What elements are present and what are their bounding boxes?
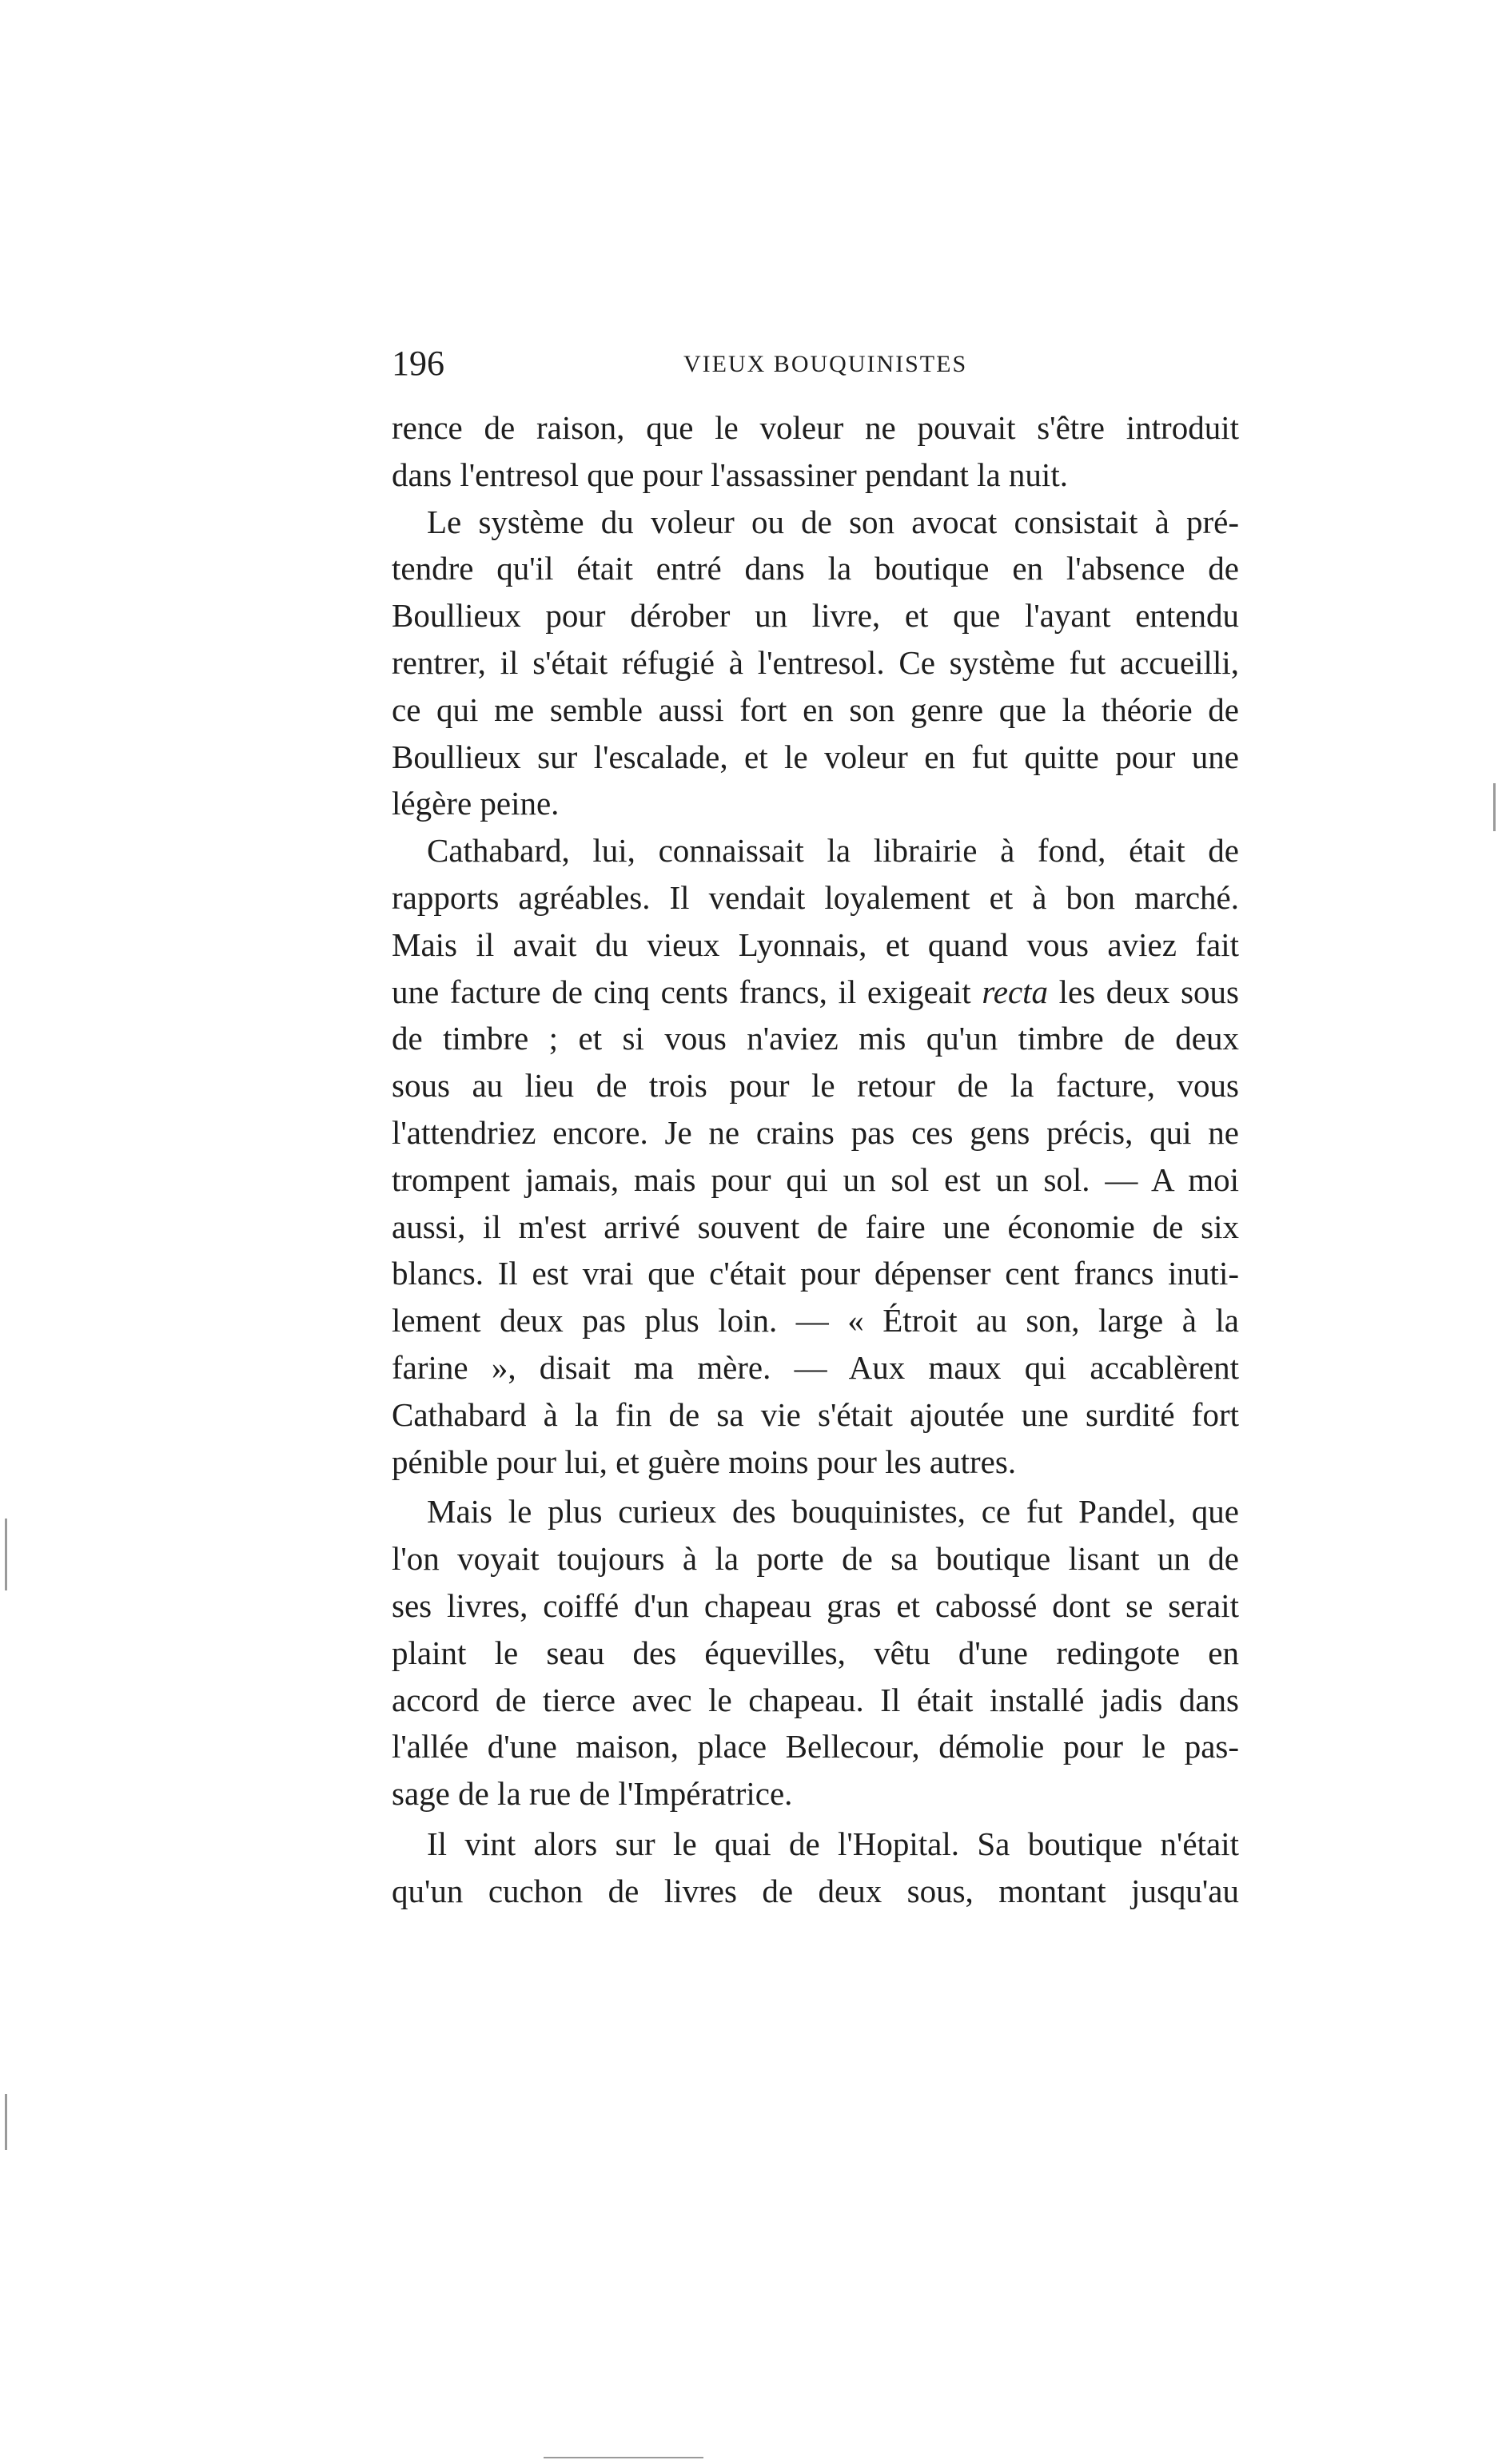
- text-line: l'allée d'une maison, place Bellecour, démolie pour le pas-: [392, 1728, 1239, 1765]
- text-line: Mais le plus curieux des bouquinistes, ce fut Pandel, que: [427, 1493, 1239, 1531]
- text-line: aussi, il m'est arrivé souvent de faire une économie de six: [392, 1208, 1239, 1245]
- text-line: blancs. Il est vrai que c'était pour dépenser cent francs inuti-: [392, 1255, 1239, 1292]
- text-line: plaint le seau des équevilles, vêtu d'une redingote en: [392, 1634, 1239, 1671]
- text-line: rentrer, il s'était réfugié à l'entresol. Ce système fut accueilli,: [392, 643, 1239, 681]
- text-line: rapports agréables. Il vendait loyalement et à bon marché.: [392, 878, 1239, 916]
- scan-edge-mark: [544, 2457, 703, 2458]
- text-line: accord de tierce avec le chapeau. Il était installé jadis dans: [392, 1681, 1239, 1718]
- text-line: trompent jamais, mais pour qui un sol est un sol. — A moi: [392, 1160, 1239, 1198]
- running-head: [392, 340, 1239, 388]
- text-line: farine », disait ma mère. — Aux maux qui accablèrent: [392, 1348, 1239, 1386]
- text-line: ses livres, coiffé d'un chapeau gras et cabossé dont se serait: [392, 1586, 1239, 1624]
- text-line: Cathabard à la fin de sa vie s'était ajoutée une surdité fort: [392, 1395, 1239, 1433]
- text-line: légère peine.: [392, 785, 560, 822]
- text-line: sage de la rue de l'Impératrice.: [392, 1775, 793, 1813]
- text-line: Boullieux pour dérober un livre, et que l'ayant entendu: [392, 597, 1239, 635]
- scan-edge-mark: [1493, 783, 1496, 831]
- text-segment: les deux sous: [1058, 973, 1240, 1010]
- text-line: l'attendriez encore. Je ne crains pas ces gens précis, qui ne: [392, 1113, 1239, 1151]
- text-line: Il vint alors sur le quai de l'Hopital. Sa boutique n'était: [427, 1825, 1239, 1862]
- text-line: l'on voyait toujours à la porte de sa boutique lisant un de: [392, 1540, 1239, 1578]
- text-line: tendre qu'il était entré dans la boutique en l'absence de: [392, 550, 1239, 587]
- text-line: pénible pour lui, et guère moins pour les autres.: [392, 1443, 1017, 1480]
- page-number: 196: [392, 344, 444, 383]
- text-line: [392, 969, 1239, 1016]
- text-line: qu'un cuchon de livres de deux sous, montant jusqu'au: [392, 1872, 1239, 1909]
- text-line: sous au lieu de trois pour le retour de la facture, vous: [392, 1067, 1239, 1105]
- italic-word: recta: [982, 973, 1049, 1010]
- text-line: de timbre ; et si vous n'aviez mis qu'un timbre de deux: [392, 1020, 1239, 1057]
- scan-edge-mark: [5, 1519, 7, 1590]
- text-segment: une facture de cinq cents francs, il exigeait: [392, 973, 971, 1010]
- text-line: lement deux pas plus loin. — « Étroit au son, large à la: [392, 1302, 1239, 1339]
- text-line: dans l'entresol que pour l'assassiner pendant la nuit.: [392, 456, 1068, 493]
- text-line: Boullieux sur l'escalade, et le voleur en fut quitte pour une: [392, 738, 1239, 775]
- text-line: Cathabard, lui, connaissait la librairie à fond, était de: [427, 832, 1239, 870]
- scan-edge-mark: [5, 2094, 7, 2150]
- text-line: rence de raison, que le voleur ne pouvait s'être introduit: [392, 409, 1239, 446]
- text-line: Mais il avait du vieux Lyonnais, et quand vous aviez fait: [392, 925, 1239, 963]
- running-title: VIEUX BOUQUINISTES: [683, 351, 968, 377]
- text-line: Le système du voleur ou de son avocat consistait à pré-: [427, 503, 1239, 540]
- body-text: [392, 404, 1239, 1915]
- text-line: ce qui me semble aussi fort en son genre que la théorie de: [392, 691, 1239, 728]
